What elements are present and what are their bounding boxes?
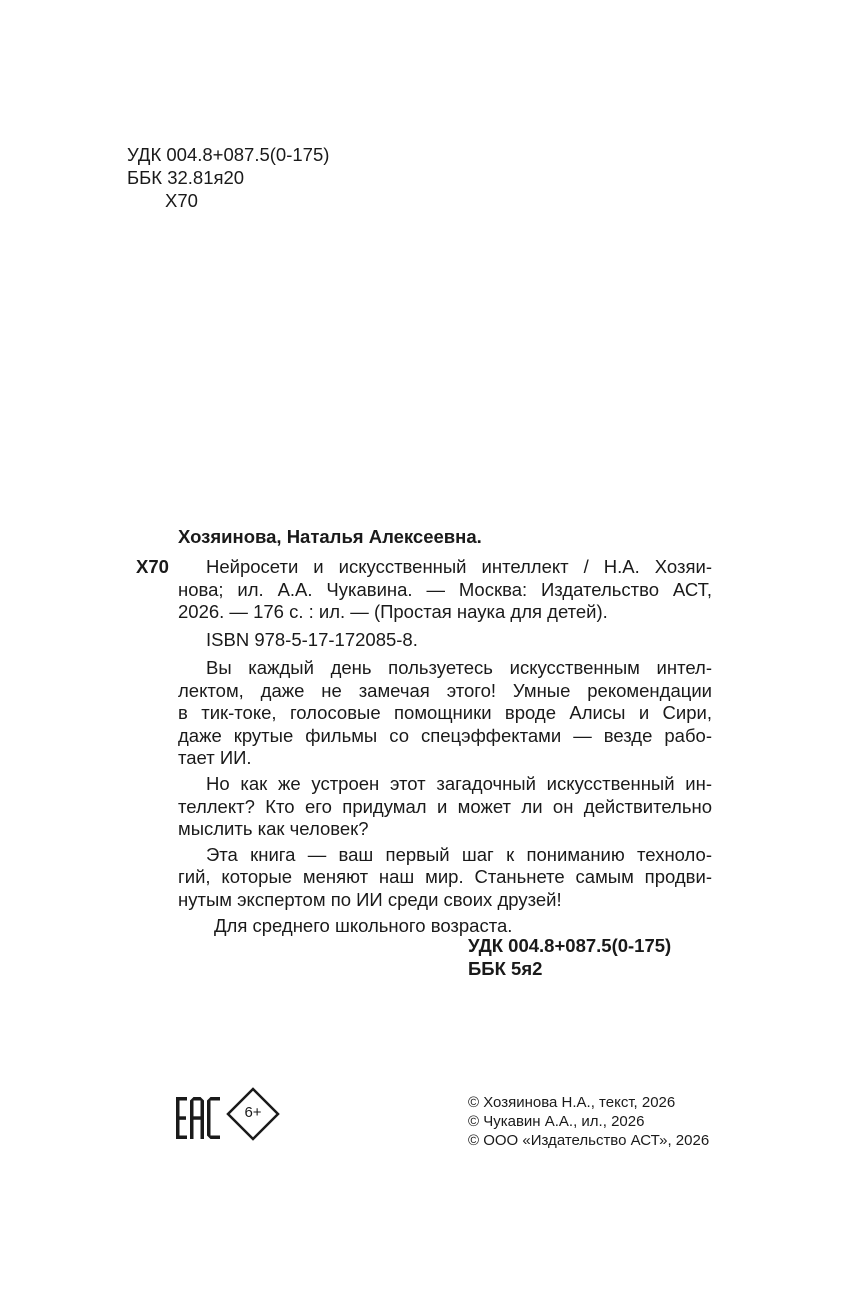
- annotation-line: даже крутые фильмы со спецэффектами — везде рабо-: [178, 724, 712, 746]
- header-author-code: Х70: [165, 190, 198, 211]
- copyright-line: © Чукавин А.А., ил., 2026: [468, 1113, 645, 1130]
- annotation-line: нутым экспертом по ИИ среди своих друзей!: [178, 888, 562, 910]
- annotation-line: теллект? Кто его придумал и может ли он действительно: [178, 795, 712, 817]
- footer-udk: УДК 004.8+087.5(0-175): [468, 935, 672, 956]
- annotation-line: Эта книга — ваш первый шаг к пониманию техноло-: [206, 843, 712, 865]
- eac-mark: [176, 1097, 220, 1139]
- bibliographic-description: [178, 556, 712, 624]
- annotation-line: Вы каждый день пользуетесь искусственным интел-: [206, 657, 712, 678]
- age-rating-label: 6+: [244, 1104, 262, 1121]
- annotation-line: гий, которые меняют наш мир. Станьнете самым продви-: [178, 866, 712, 888]
- copyright-block: [468, 1093, 718, 1150]
- annotation-line: лектом, даже не замечая этого! Умные рекомендации: [178, 679, 712, 701]
- copyright-line: © Хозяинова Н.А., текст, 2026: [468, 1094, 676, 1111]
- isbn: ISBN 978-5-17-172085-8.: [206, 629, 418, 650]
- copyright-line: © ООО «Издательство АСТ», 2026: [468, 1132, 710, 1149]
- annotation-line: в тик-токе, голосовые помощники вроде Алисы и Сири,: [178, 702, 712, 724]
- annotation: [178, 657, 712, 937]
- header-bbk: ББК 32.81я20: [127, 167, 245, 188]
- annotation-line: Но как же устроен этот загадочный искусственный ин-: [206, 772, 712, 794]
- bib-line: нова; ил. А.А. Чукавина. — Москва: Издательство АСТ,: [178, 578, 712, 600]
- catalog-code: Х70: [136, 556, 169, 577]
- annotation-line: тает ИИ.: [178, 747, 252, 769]
- author-heading: Хозяинова, Наталья Алексеевна.: [178, 526, 482, 547]
- header-udk: УДК 004.8+087.5(0-175): [127, 144, 330, 165]
- bib-line: 2026. — 176 с. : ил. — (Простая наука для детей).: [178, 601, 608, 623]
- audience-line: Для среднего школьного возраста.: [214, 914, 513, 936]
- annotation-line: мыслить как человек?: [178, 818, 369, 840]
- bib-line: Нейросети и искусственный интеллект / Н.А. Хозяи-: [206, 556, 712, 577]
- footer-bbk: ББК 5я2: [468, 958, 543, 979]
